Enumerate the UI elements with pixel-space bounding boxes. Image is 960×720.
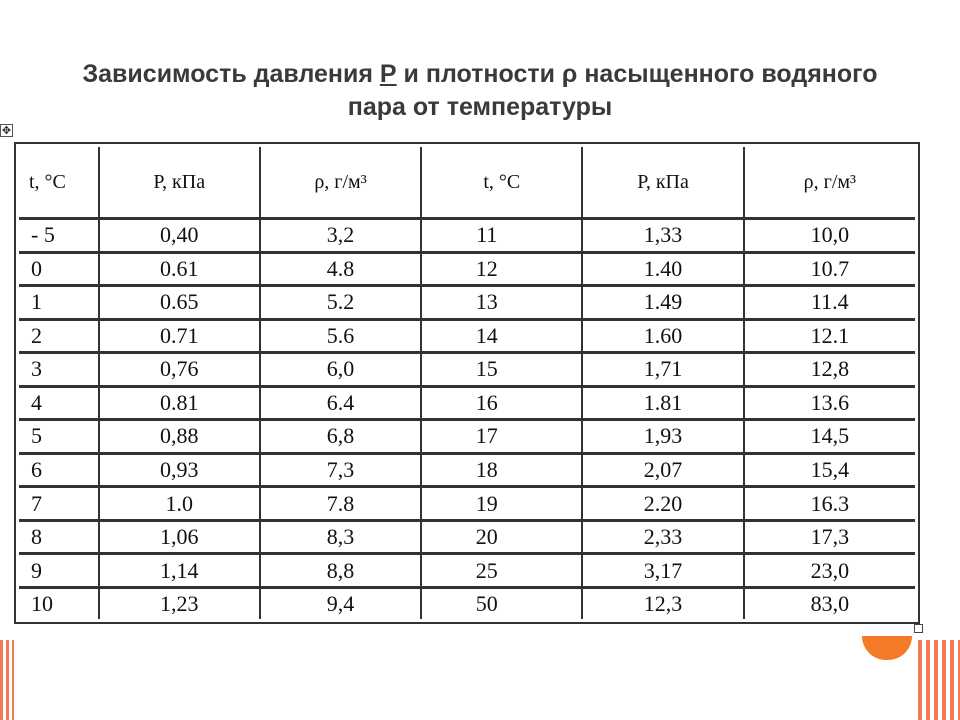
table-cell: 1,71 <box>583 354 744 388</box>
table-cell: 25 <box>422 555 583 589</box>
table-cell: 13 <box>422 287 583 321</box>
table-cell: 5.6 <box>261 321 422 355</box>
data-table <box>19 147 915 619</box>
table-cell: 10 <box>19 589 100 619</box>
title-part-2: и плотности ρ насыщенного водяного <box>396 60 878 88</box>
table-cell: 1,06 <box>100 522 261 556</box>
table-cell: 1,93 <box>583 421 744 455</box>
table-cell: 19 <box>422 488 583 522</box>
table-row <box>19 321 915 355</box>
table-row <box>19 555 915 589</box>
table-cell: 1.40 <box>583 254 744 288</box>
table-row <box>19 455 915 489</box>
column-header: Р, кПа <box>583 147 744 220</box>
table-cell: 12,3 <box>583 589 744 619</box>
table-cell: 1.49 <box>583 287 744 321</box>
table-cell: 6.4 <box>261 388 422 422</box>
table-cell: 23,0 <box>745 555 915 589</box>
column-header: Р, кПа <box>100 147 261 220</box>
table-row <box>19 388 915 422</box>
table-row <box>19 287 915 321</box>
decorative-stripes-left <box>0 640 14 720</box>
table-cell: 16.3 <box>745 488 915 522</box>
column-header: t, °C <box>422 147 583 220</box>
data-table-frame <box>14 142 920 624</box>
table-cell: 1,14 <box>100 555 261 589</box>
table-cell: 10.7 <box>745 254 915 288</box>
table-cell: 6,8 <box>261 421 422 455</box>
table-cell: 10,0 <box>745 220 915 254</box>
table-cell: 2.20 <box>583 488 744 522</box>
table-cell: 9,4 <box>261 589 422 619</box>
table-cell: - 5 <box>19 220 100 254</box>
title-part-1: Зависимость давления <box>82 60 380 88</box>
table-cell: 6,0 <box>261 354 422 388</box>
column-header: t, °C <box>19 147 100 220</box>
table-row <box>19 589 915 619</box>
table-cell: 8 <box>19 522 100 556</box>
table-cell: 1,33 <box>583 220 744 254</box>
table-cell: 3 <box>19 354 100 388</box>
table-cell: 7 <box>19 488 100 522</box>
table-cell: 13.6 <box>745 388 915 422</box>
table-cell: 8,3 <box>261 522 422 556</box>
table-row <box>19 421 915 455</box>
title-line-2: пара от температуры <box>347 93 613 121</box>
table-cell: 1.0 <box>100 488 261 522</box>
table-cell: 18 <box>422 455 583 489</box>
table-cell: 5.2 <box>261 287 422 321</box>
move-icon[interactable]: ✥ <box>1 124 12 137</box>
table-cell: 1.60 <box>583 321 744 355</box>
table-cell: 0.65 <box>100 287 261 321</box>
title-pressure-symbol: Р <box>379 60 397 88</box>
table-cell: 1.81 <box>583 388 744 422</box>
table-cell: 0 <box>19 254 100 288</box>
table-cell: 0.81 <box>100 388 261 422</box>
table-row <box>19 488 915 522</box>
table-header-row <box>19 147 915 220</box>
column-header: ρ, г/м³ <box>261 147 422 220</box>
table-cell: 0,40 <box>100 220 261 254</box>
table-cell: 11.4 <box>745 287 915 321</box>
table-cell: 50 <box>422 589 583 619</box>
table-cell: 17,3 <box>745 522 915 556</box>
table-cell: 4 <box>19 388 100 422</box>
table-cell: 5 <box>19 421 100 455</box>
table-cell: 15,4 <box>745 455 915 489</box>
table-cell: 14 <box>422 321 583 355</box>
table-cell: 17 <box>422 421 583 455</box>
table-cell: 4.8 <box>261 254 422 288</box>
table-cell: 12,8 <box>745 354 915 388</box>
table-cell: 0.71 <box>100 321 261 355</box>
page-title <box>0 58 960 124</box>
table-cell: 3,17 <box>583 555 744 589</box>
table-cell: 20 <box>422 522 583 556</box>
table-cell: 7.8 <box>261 488 422 522</box>
table-cell: 1 <box>19 287 100 321</box>
table-cell: 12 <box>422 254 583 288</box>
table-cell: 0,93 <box>100 455 261 489</box>
column-header: ρ, г/м³ <box>745 147 915 220</box>
table-cell: 83,0 <box>810 590 850 616</box>
table-cell: 0.61 <box>100 254 261 288</box>
table-cell: 14,5 <box>745 421 915 455</box>
table-cell: 9 <box>19 555 100 589</box>
table-cell: 16 <box>422 388 583 422</box>
table-row <box>19 522 915 556</box>
table-cell: 0,88 <box>100 421 261 455</box>
table-cell: 15 <box>422 354 583 388</box>
table-row <box>19 220 915 254</box>
table-cell: 3,2 <box>261 220 422 254</box>
title-line-1 <box>0 58 960 91</box>
table-cell: 11 <box>422 220 583 254</box>
table-row <box>19 354 915 388</box>
table-cell: 7,3 <box>261 455 422 489</box>
table-cell: 8,8 <box>261 555 422 589</box>
table-row <box>19 254 915 288</box>
table-cell: 12.1 <box>745 321 915 355</box>
table-cell: 0,76 <box>100 354 261 388</box>
table-cell: 2,07 <box>583 455 744 489</box>
table-cell: 2 <box>19 321 100 355</box>
decorative-circle <box>862 636 912 660</box>
table-cell: 1,23 <box>100 589 261 619</box>
table-resize-handle[interactable] <box>914 624 923 633</box>
table-cell: 6 <box>19 455 100 489</box>
table-cell: 2,33 <box>583 522 744 556</box>
decorative-stripes-right <box>918 640 960 720</box>
